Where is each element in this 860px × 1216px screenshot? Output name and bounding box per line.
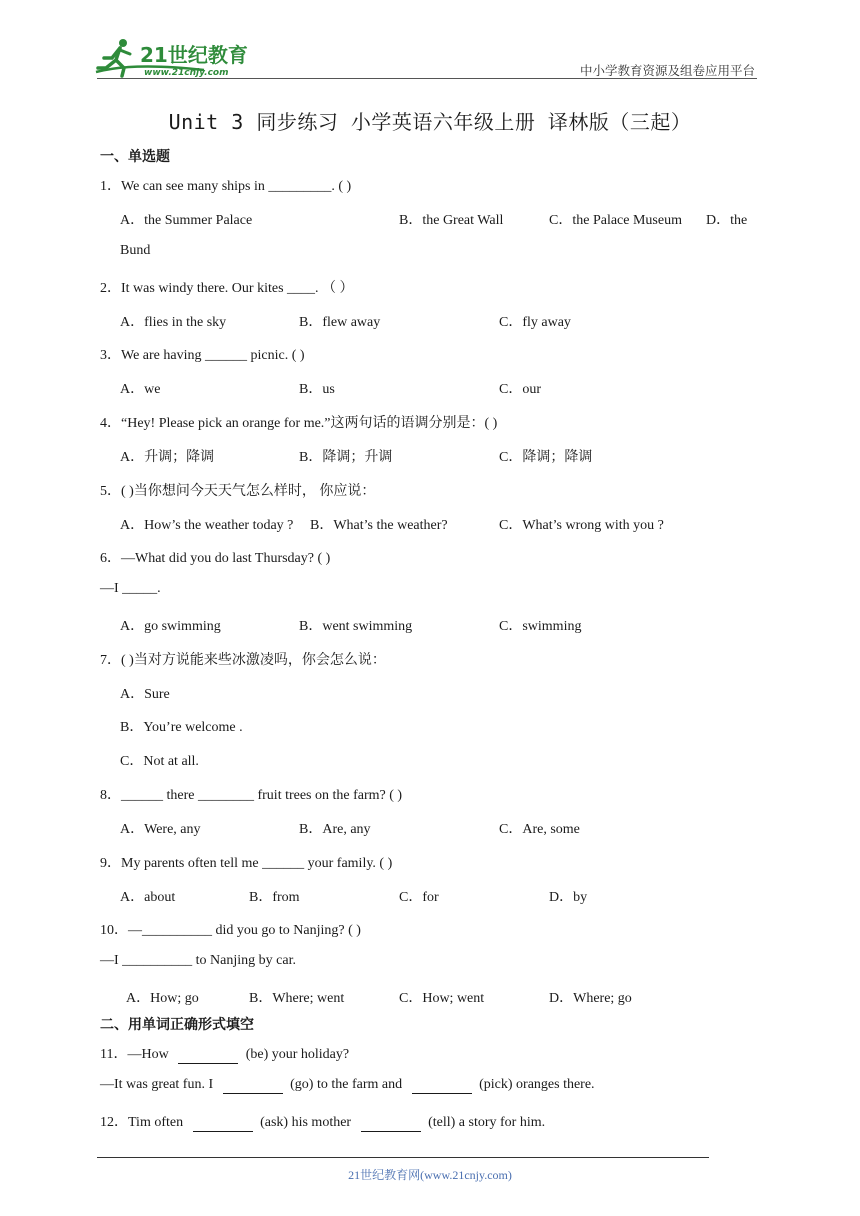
question-9-stem: 9．My parents often tell me ______ your family. ( ) [100,856,393,871]
question-3-option-b[interactable]: B．us [299,382,335,397]
question-10-option-d[interactable]: D．Where; go [549,991,632,1006]
question-11-text-3: —It was great fun. I [100,1077,214,1092]
question-11-blank-3[interactable] [412,1077,472,1094]
question-12-blank-2[interactable] [361,1115,421,1132]
question-12-text-1: 12．Tim often [100,1115,184,1130]
header-divider [97,78,757,79]
question-5-option-c[interactable]: C．What’s wrong with you ? [499,518,664,533]
question-8-option-c[interactable]: C．Are, some [499,822,580,837]
question-7-stem: 7．( )当对方说能来些冰激凌吗，你会怎么说： [100,653,386,668]
question-8-stem: 8．______ there ________ fruit trees on the farm? ( ) [100,788,403,803]
question-11-line-1 [100,1043,349,1064]
question-1-option-d-continued: Bund [120,243,151,258]
question-11-blank-2[interactable] [223,1077,283,1094]
question-1-option-c[interactable]: C．the Palace Museum [549,213,682,228]
question-1-option-d[interactable]: D．the [706,213,748,228]
question-6-option-c[interactable]: C．swimming [499,619,582,634]
question-2-option-c[interactable]: C．fly away [499,315,571,330]
section-heading-fill-blanks: 二、用单词正确形式填空 [100,1017,254,1033]
question-3-option-a[interactable]: A．we [120,382,161,397]
question-9-option-b[interactable]: B．from [249,890,300,905]
question-5-option-b[interactable]: B．What’s the weather? [310,518,448,533]
question-5-stem: 5．( )当你想问今天天气怎么样时， 你应说： [100,484,376,499]
section-heading-single-choice: 一、单选题 [100,149,170,165]
question-7-option-b[interactable]: B．You’re welcome . [120,720,243,735]
question-12-line [100,1111,545,1132]
question-2-option-a[interactable]: A．flies in the sky [120,315,227,330]
document-title: Unit 3 同步练习 小学英语六年级上册 译林版（三起） [168,110,692,134]
site-logo [94,38,264,80]
question-11-text-2: (be) your holiday? [245,1047,350,1062]
question-11-text-4: (go) to the farm and [290,1077,403,1092]
question-11-text-1: 11．—How [100,1047,169,1062]
question-12-blank-1[interactable] [193,1115,253,1132]
question-10-option-c[interactable]: C．How; went [399,991,485,1006]
question-4-stem: 4．“Hey! Please pick an orange for me.”这两句话的语调分别是：( ) [100,416,498,431]
platform-name: 中小学教育资源及组卷应用平台 [579,64,755,78]
question-5-option-a[interactable]: A．How’s the weather today ? [120,518,294,533]
question-9-option-c[interactable]: C．for [399,890,439,905]
question-12-text-2: (ask) his mother [260,1115,352,1130]
question-12-text-3: (tell) a story for him. [428,1115,546,1130]
question-3-stem: 3．We are having ______ picnic. ( ) [100,348,305,363]
question-6-stem: 6．—What did you do last Thursday? ( ) [100,551,331,566]
question-4-option-a[interactable]: A．升调；降调 [120,450,215,465]
question-1-option-b[interactable]: B．the Great Wall [399,213,504,228]
question-2-stem: 2．It was windy there. Our kites ____. （ ） [100,281,354,296]
question-6-option-a[interactable]: A．go swimming [120,619,221,634]
question-4-option-b[interactable]: B．降调；升调 [299,450,393,465]
question-6-stem-reply: —I _____. [100,581,161,596]
question-3-option-c[interactable]: C．our [499,382,541,397]
question-7-option-a[interactable]: A．Sure [120,687,170,702]
question-11-line-2 [100,1077,595,1094]
question-8-option-b[interactable]: B．Are, any [299,822,371,837]
question-10-option-b[interactable]: B．Where; went [249,991,345,1006]
question-7-option-c[interactable]: C．Not at all. [120,754,199,769]
question-10-option-a[interactable]: A．How; go [126,991,199,1006]
question-10-stem: 10．—__________ did you go to Nanjing? ( ) [100,923,361,938]
footer-divider [97,1157,709,1158]
question-2-option-b[interactable]: B．flew away [299,315,381,330]
question-9-option-a[interactable]: A．about [120,890,176,905]
footer-link[interactable]: 21世纪教育网(www.21cnjy.com) [348,1168,512,1182]
logo-url-text: www.21cnjy.com [144,68,229,78]
question-8-option-a[interactable]: A．Were, any [120,822,201,837]
question-1-stem: 1．We can see many ships in _________. ( ) [100,179,352,194]
question-6-option-b[interactable]: B．went swimming [299,619,413,634]
question-9-option-d[interactable]: D．by [549,890,588,905]
question-11-text-5: (pick) oranges there. [479,1077,595,1092]
question-10-stem-reply: —I __________ to Nanjing by car. [100,953,296,968]
logo-brand-text: 21世纪教育 [140,43,248,67]
question-1-option-a[interactable]: A．the Summer Palace [120,213,253,228]
question-11-blank-1[interactable] [178,1047,238,1064]
question-4-option-c[interactable]: C．降调；降调 [499,450,593,465]
